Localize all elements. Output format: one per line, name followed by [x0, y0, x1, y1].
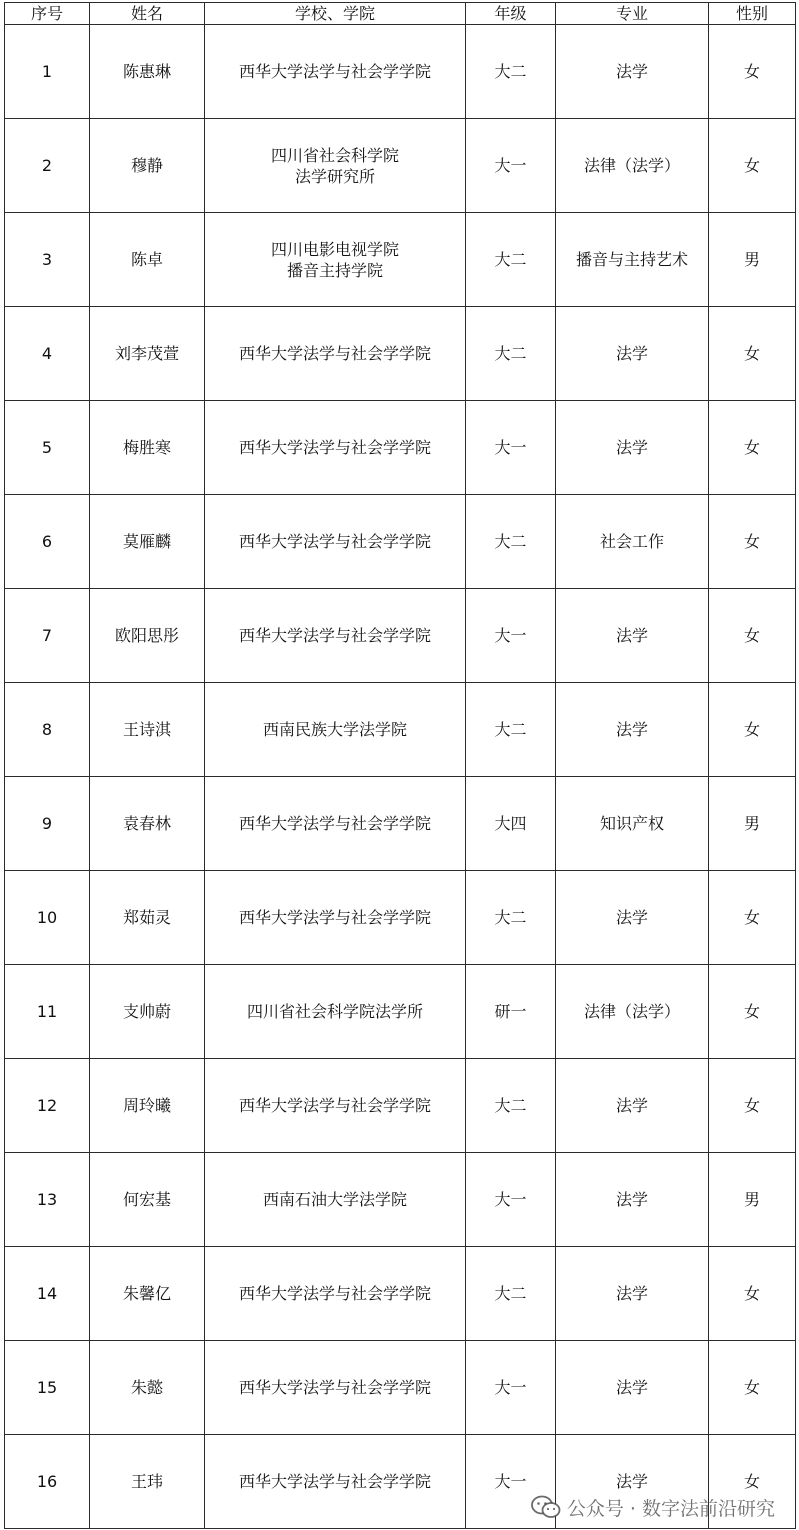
cell-grade: 大四: [466, 777, 556, 871]
cell-gender: 女: [709, 965, 796, 1059]
cell-gender: 女: [709, 589, 796, 683]
school-line: 西华大学法学与社会学学院: [238, 626, 431, 645]
cell-gender: 女: [709, 1247, 796, 1341]
school-line: 四川省社会科学院: [270, 145, 399, 165]
watermark: [531, 1494, 775, 1520]
cell-grade: 大二: [466, 25, 556, 119]
cell-gender: 女: [709, 495, 796, 589]
cell-gender: 男: [709, 1153, 796, 1247]
school-line: 法学研究所: [294, 166, 375, 186]
cell-index: 3: [5, 213, 90, 307]
table-row: [5, 589, 796, 683]
cell-name: 陈惠琳: [90, 25, 205, 119]
cell-gender: 女: [709, 1435, 796, 1529]
cell-name: 梅胜寒: [90, 401, 205, 495]
school-line: 播音主持学院: [286, 260, 383, 280]
cell-school: [205, 589, 466, 683]
table-row: [5, 777, 796, 871]
cell-major: 法学: [556, 307, 709, 401]
cell-index: 15: [5, 1341, 90, 1435]
cell-name: 王玮: [90, 1435, 205, 1529]
cell-gender: 女: [709, 307, 796, 401]
cell-gender: 男: [709, 777, 796, 871]
cell-index: 16: [5, 1435, 90, 1529]
cell-school: [205, 307, 466, 401]
cell-gender: 女: [709, 119, 796, 213]
cell-school: [205, 495, 466, 589]
cell-major: 法学: [556, 1435, 709, 1529]
cell-school: [205, 25, 466, 119]
cell-gender: 男: [709, 213, 796, 307]
cell-grade: 大二: [466, 495, 556, 589]
table-row: [5, 871, 796, 965]
school-line: 西华大学法学与社会学学院: [238, 1472, 431, 1491]
cell-index: 14: [5, 1247, 90, 1341]
cell-school: [205, 777, 466, 871]
table-row: [5, 307, 796, 401]
cell-index: 2: [5, 119, 90, 213]
cell-major: 法学: [556, 1153, 709, 1247]
cell-gender: 女: [709, 1341, 796, 1435]
table-row: [5, 495, 796, 589]
cell-name: 何宏基: [90, 1153, 205, 1247]
cell-name: 陈卓: [90, 213, 205, 307]
cell-name: 穆静: [90, 119, 205, 213]
cell-grade: 大一: [466, 119, 556, 213]
cell-major: 法学: [556, 1247, 709, 1341]
header-major: 专业: [556, 3, 709, 25]
cell-name: 周玲曦: [90, 1059, 205, 1153]
cell-index: 12: [5, 1059, 90, 1153]
cell-grade: 大一: [466, 1341, 556, 1435]
cell-major: 法学: [556, 871, 709, 965]
cell-index: 13: [5, 1153, 90, 1247]
header-gender: 性别: [709, 3, 796, 25]
cell-school: [205, 1153, 466, 1247]
cell-index: 4: [5, 307, 90, 401]
cell-grade: 大二: [466, 307, 556, 401]
school-line: 西华大学法学与社会学学院: [238, 814, 431, 833]
cell-major: 法学: [556, 401, 709, 495]
cell-school: [205, 119, 466, 213]
school-line: 西华大学法学与社会学学院: [238, 438, 431, 457]
cell-grade: 大一: [466, 401, 556, 495]
school-line: 西华大学法学与社会学学院: [238, 532, 431, 551]
cell-major: 社会工作: [556, 495, 709, 589]
cell-index: 1: [5, 25, 90, 119]
cell-major: 法学: [556, 589, 709, 683]
cell-grade: 大一: [466, 589, 556, 683]
cell-name: 支帅蔚: [90, 965, 205, 1059]
cell-major: 法律（法学）: [556, 965, 709, 1059]
cell-major: 法学: [556, 1341, 709, 1435]
wechat-icon: [531, 1495, 561, 1519]
school-line: 西华大学法学与社会学学院: [238, 1284, 431, 1303]
cell-major: 法学: [556, 1059, 709, 1153]
table-row: [5, 683, 796, 777]
cell-major: 法律（法学）: [556, 119, 709, 213]
header-grade: 年级: [466, 3, 556, 25]
school-line: 四川省社会科学院法学所: [246, 1002, 423, 1021]
cell-school: [205, 1435, 466, 1529]
cell-name: 袁春林: [90, 777, 205, 871]
cell-grade: 大二: [466, 683, 556, 777]
cell-school: [205, 401, 466, 495]
school-line: 四川电影电视学院: [270, 239, 399, 259]
header-school: 学校、学院: [205, 3, 466, 25]
table-body: [5, 25, 796, 1529]
table-row: [5, 1153, 796, 1247]
cell-school: [205, 965, 466, 1059]
cell-major: 法学: [556, 25, 709, 119]
cell-grade: 大二: [466, 213, 556, 307]
cell-index: 8: [5, 683, 90, 777]
cell-gender: 女: [709, 1059, 796, 1153]
cell-index: 11: [5, 965, 90, 1059]
school-line: 西华大学法学与社会学学院: [238, 344, 431, 363]
table-row: [5, 213, 796, 307]
school-line: 西华大学法学与社会学学院: [238, 62, 431, 81]
cell-name: 王诗淇: [90, 683, 205, 777]
cell-gender: 女: [709, 683, 796, 777]
header-index: 序号: [5, 3, 90, 25]
cell-grade: 大二: [466, 1247, 556, 1341]
cell-name: 郑茹灵: [90, 871, 205, 965]
school-line: 西华大学法学与社会学学院: [238, 908, 431, 927]
cell-school: [205, 213, 466, 307]
cell-gender: 女: [709, 401, 796, 495]
cell-grade: 大二: [466, 871, 556, 965]
header-name: 姓名: [90, 3, 205, 25]
cell-major: 法学: [556, 683, 709, 777]
cell-school: [205, 1341, 466, 1435]
cell-name: 欧阳思彤: [90, 589, 205, 683]
student-roster-table: [4, 2, 796, 1529]
cell-grade: 大一: [466, 1435, 556, 1529]
school-line: 西华大学法学与社会学学院: [238, 1378, 431, 1397]
school-line: 西华大学法学与社会学学院: [238, 1096, 431, 1115]
table-row: [5, 965, 796, 1059]
cell-school: [205, 683, 466, 777]
table-row: [5, 25, 796, 119]
cell-school: [205, 871, 466, 965]
cell-index: 6: [5, 495, 90, 589]
cell-grade: 大二: [466, 1059, 556, 1153]
cell-name: 朱懿: [90, 1341, 205, 1435]
school-line: 西南民族大学法学院: [262, 720, 407, 739]
table-header: [5, 3, 796, 25]
table-row: [5, 1059, 796, 1153]
table-row: [5, 119, 796, 213]
table-row: [5, 401, 796, 495]
table-row: [5, 1247, 796, 1341]
cell-index: 9: [5, 777, 90, 871]
cell-grade: 研一: [466, 965, 556, 1059]
cell-name: 刘李茂萱: [90, 307, 205, 401]
cell-gender: 女: [709, 871, 796, 965]
school-line: 西南石油大学法学院: [262, 1190, 407, 1209]
cell-index: 7: [5, 589, 90, 683]
cell-name: 莫雁麟: [90, 495, 205, 589]
cell-index: 5: [5, 401, 90, 495]
cell-name: 朱馨亿: [90, 1247, 205, 1341]
cell-major: 知识产权: [556, 777, 709, 871]
cell-school: [205, 1059, 466, 1153]
table-row: [5, 1341, 796, 1435]
cell-grade: 大一: [466, 1153, 556, 1247]
cell-school: [205, 1247, 466, 1341]
watermark-text: 公众号 · 数字法前沿研究: [566, 1497, 775, 1520]
header-row: [5, 3, 796, 25]
cell-index: 10: [5, 871, 90, 965]
cell-major: 播音与主持艺术: [556, 213, 709, 307]
cell-gender: 女: [709, 25, 796, 119]
